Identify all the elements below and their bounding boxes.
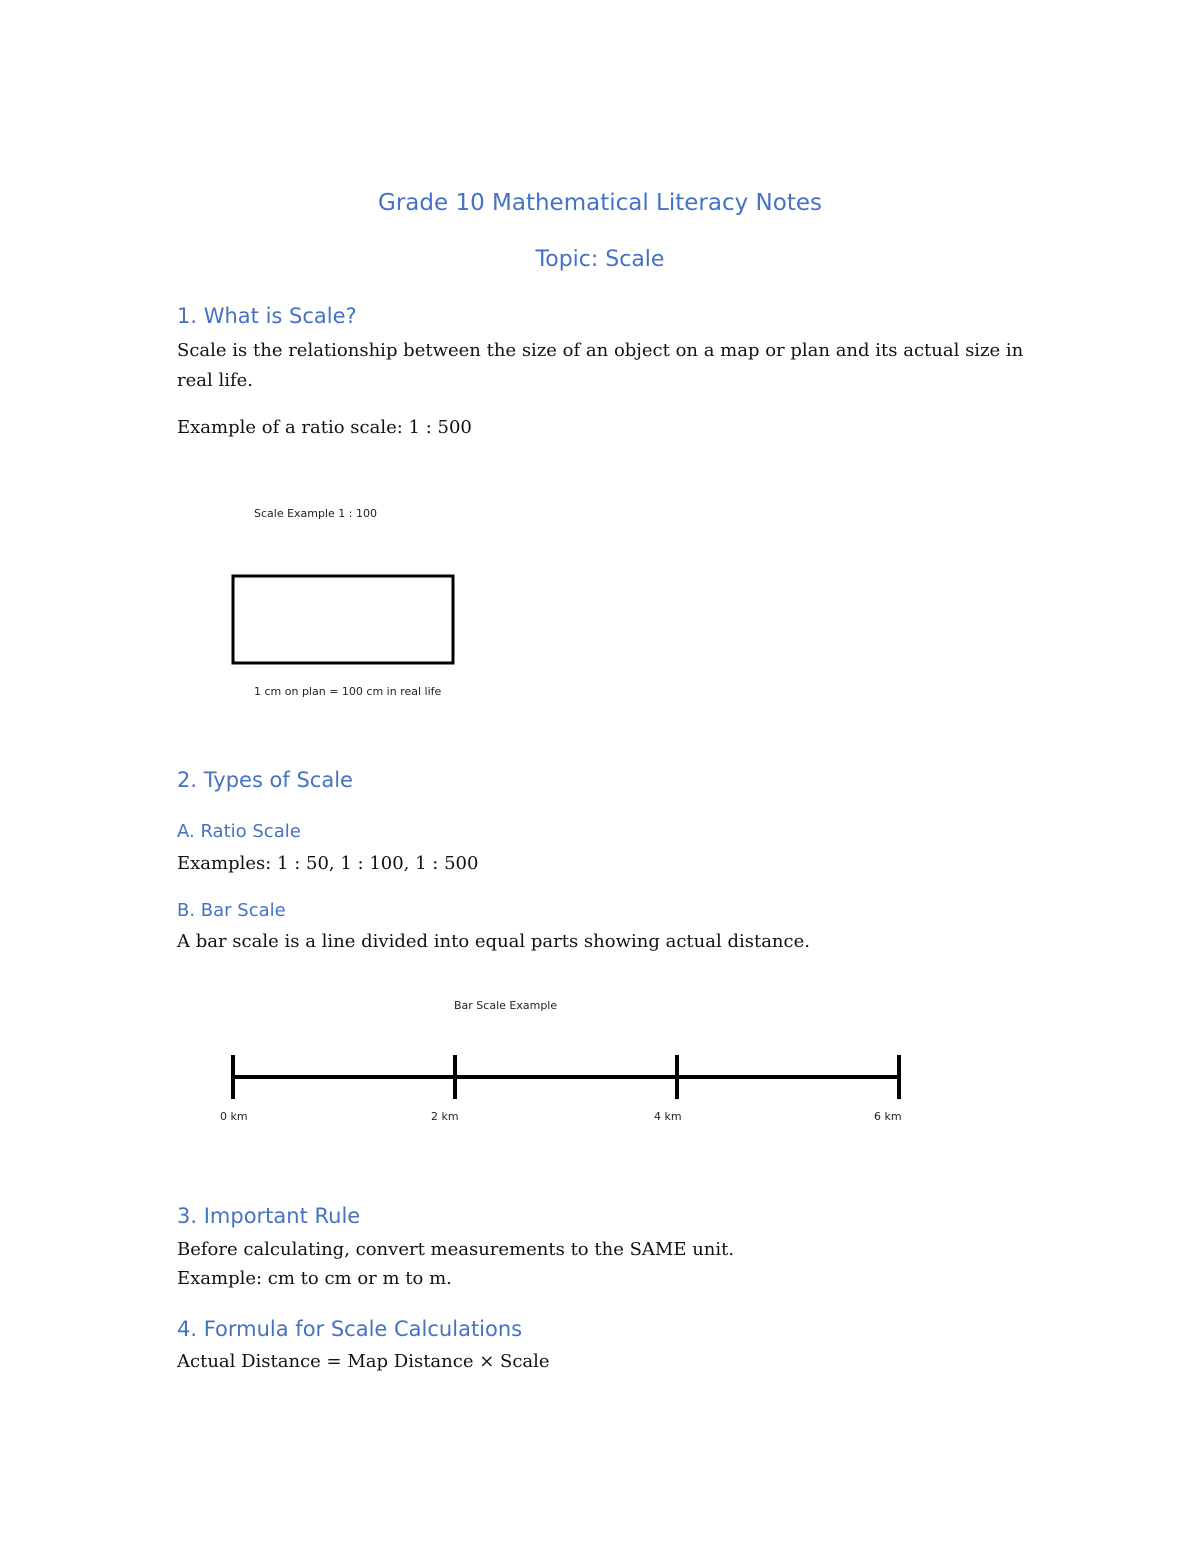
ratio-scale-example-text: Example of a ratio scale: 1 : 500 (177, 417, 472, 438)
bar-scale-tick-label-2: 2 km (431, 1110, 459, 1123)
section-what-is-scale-heading: 1. What is Scale? (177, 304, 357, 328)
bar-scale-tick-label-4: 4 km (654, 1110, 682, 1123)
important-rule-line-1: Before calculating, convert measurements to the SAME unit. (177, 1239, 735, 1260)
scale-example-figure-caption: 1 cm on plan = 100 cm in real life (254, 685, 442, 698)
bar-scale-figure-title: Bar Scale Example (454, 999, 558, 1012)
ratio-scale-examples-text: Examples: 1 : 50, 1 : 100, 1 : 500 (177, 853, 479, 874)
bar-scale-tick-label-0: 0 km (220, 1110, 248, 1123)
document-title: Grade 10 Mathematical Literacy Notes (378, 190, 822, 216)
bar-scale-tick-label-6: 6 km (874, 1110, 902, 1123)
scale-example-figure-title: Scale Example 1 : 100 (254, 507, 378, 520)
scale-definition-paragraph: Scale is the relationship between the size of an object on a map or plan and its actual size in real life. (177, 340, 1024, 391)
ratio-scale-subheading: A. Ratio Scale (177, 821, 301, 842)
bar-scale-subheading: B. Bar Scale (177, 900, 286, 921)
important-rule-line-2: Example: cm to cm or m to m. (177, 1268, 452, 1289)
bar-scale-description-text: A bar scale is a line divided into equal parts showing actual distance. (177, 931, 810, 952)
section-formula-heading: 4. Formula for Scale Calculations (177, 1317, 523, 1341)
topic-title: Topic: Scale (535, 247, 665, 272)
section-types-of-scale-heading: 2. Types of Scale (177, 768, 353, 792)
section-important-rule-heading: 3. Important Rule (177, 1204, 361, 1228)
scale-formula-text: Actual Distance = Map Distance × Scale (177, 1351, 550, 1372)
